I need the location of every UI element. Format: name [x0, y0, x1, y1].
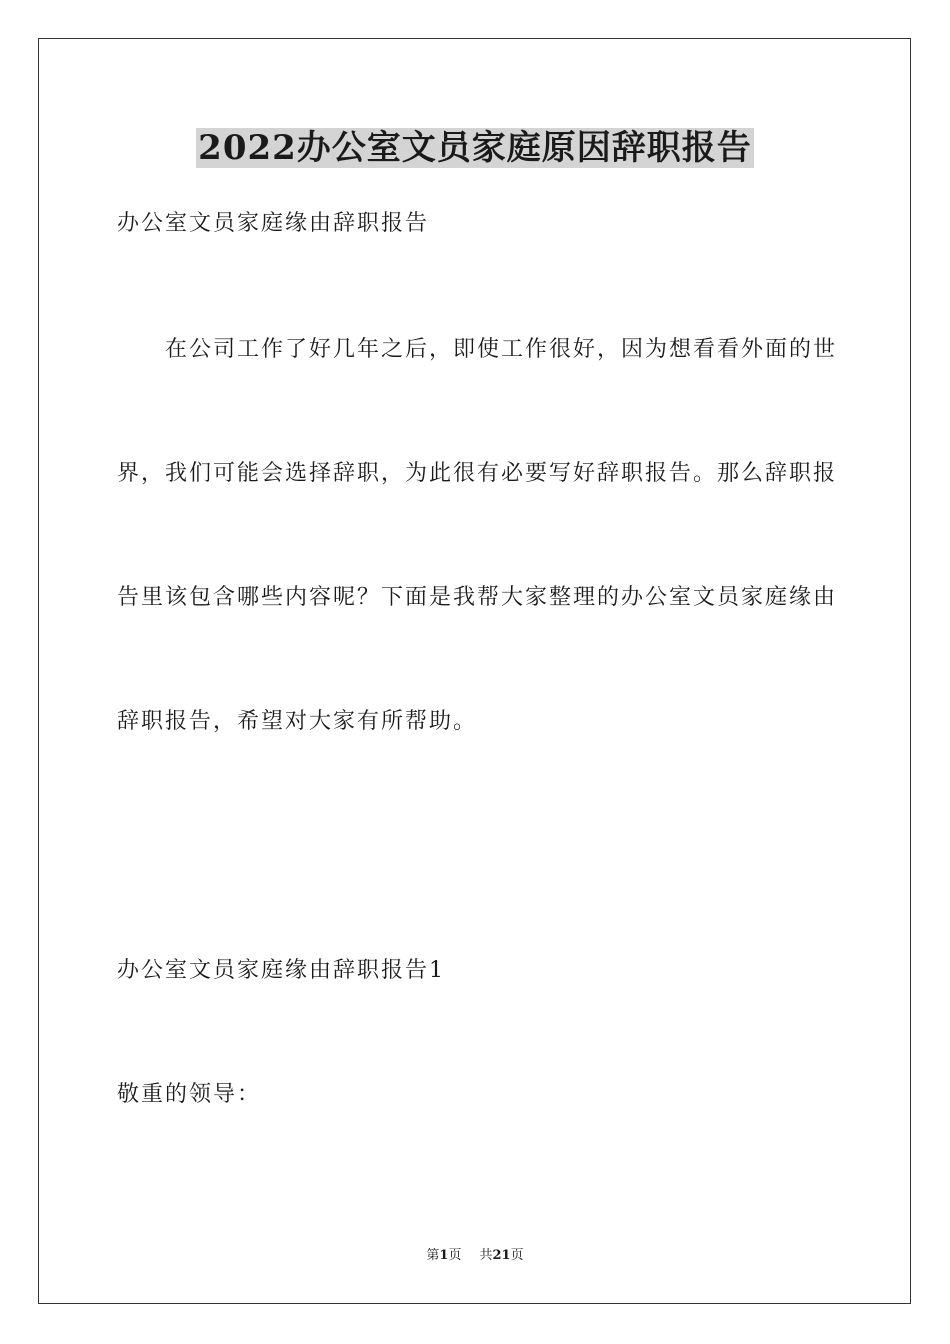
page-footer	[0, 1247, 950, 1265]
document-title-text: 2022办公室文员家庭原因辞职报告	[198, 128, 752, 168]
total-suffix: 页	[510, 1248, 524, 1263]
salutation: 敬重的领导：	[117, 1082, 262, 1107]
paragraph-line: 告里该包含哪些内容呢？下面是我帮大家整理的办公室文员家庭缘由	[117, 585, 838, 610]
page-suffix: 页	[448, 1248, 462, 1263]
paragraph-line: 辞职报告，希望对大家有所帮助。	[117, 709, 478, 734]
document-title	[0, 124, 950, 172]
total-pages: 21	[492, 1248, 511, 1263]
total-prefix: 共	[479, 1248, 493, 1263]
page-number: 1	[439, 1248, 449, 1263]
paragraph-line: 界，我们可能会选择辞职，为此很有必要写好辞职报告。那么辞职报	[117, 461, 838, 486]
page-prefix: 第	[426, 1248, 440, 1263]
paragraph-line: 在公司工作了好几年之后，即使工作很好，因为想看看外面的世	[165, 337, 838, 362]
section-heading: 办公室文员家庭缘由辞职报告1	[117, 958, 445, 983]
subtitle: 办公室文员家庭缘由辞职报告	[117, 211, 430, 236]
